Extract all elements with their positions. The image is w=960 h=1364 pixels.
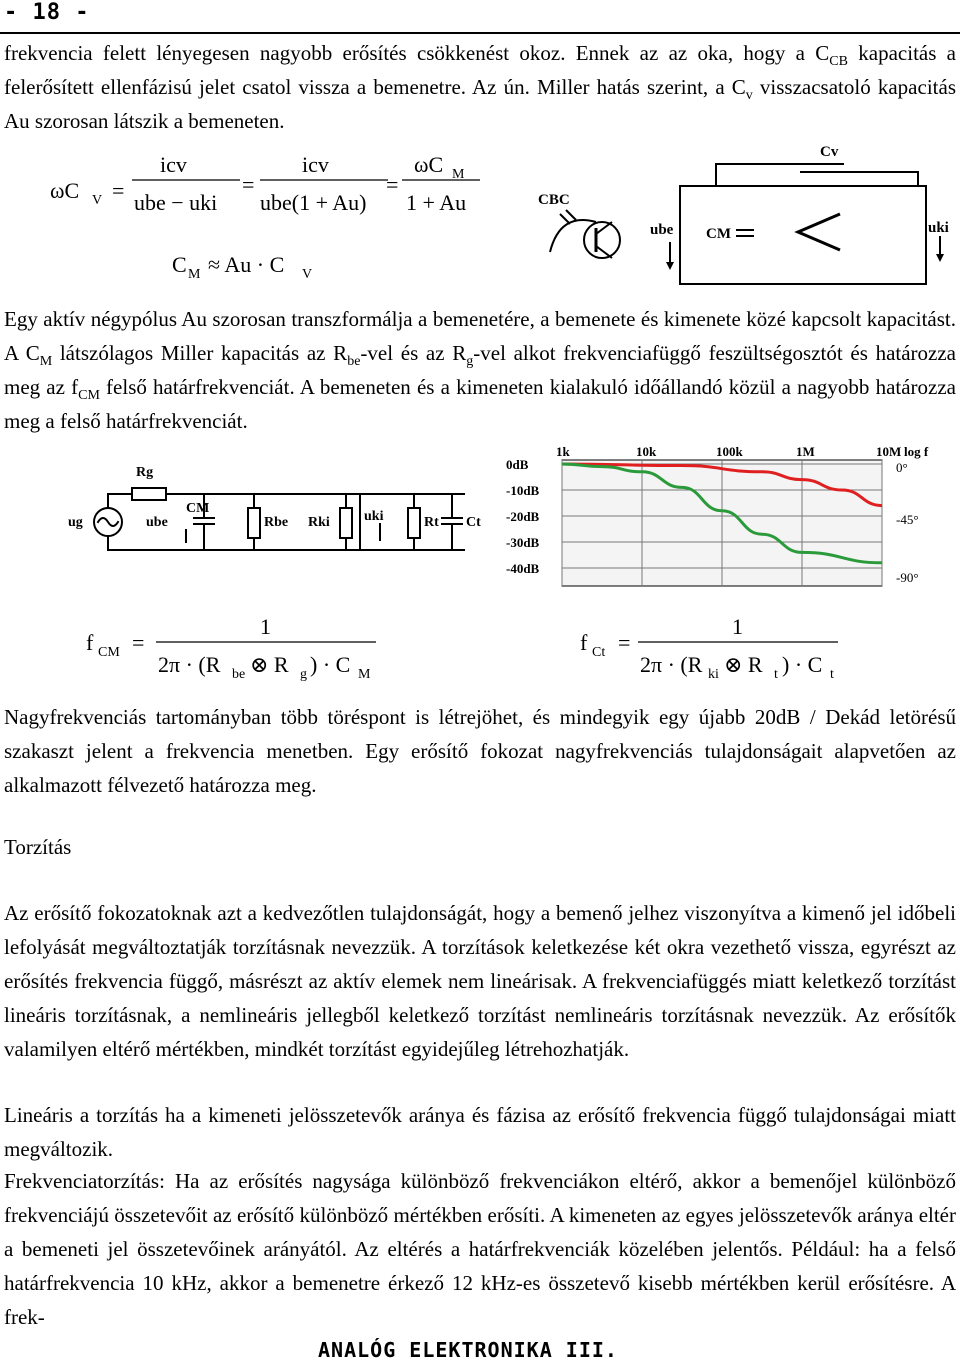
- paragraph-miller-intro: [4, 36, 956, 138]
- bode-y-tick-label: -40dB: [506, 561, 540, 576]
- generator-wave: [98, 518, 118, 526]
- p1-text-c: visszacsatoló kapacitás Au szorosan látszik a bemeneten.: [4, 75, 956, 133]
- bode-chart: [504, 442, 956, 590]
- eq2-f1-den-a: 2π · (R: [158, 652, 221, 677]
- eq2-f2-den-mid: ⊗ R: [724, 652, 763, 677]
- p2-sub-g: g: [466, 354, 474, 370]
- cbc-label: CBC: [538, 192, 570, 208]
- eq1-f1-den: ube − uki: [134, 190, 218, 215]
- eq2-f2-den-s1: ki: [708, 667, 719, 682]
- eq1-approx-left: C: [172, 252, 187, 277]
- miller-equation: [40, 140, 500, 290]
- p1-sub-v: v: [745, 88, 753, 104]
- eq1-approx-left-sub: M: [188, 267, 201, 282]
- paragraph-distortion-definition: Az erősítő fokozatoknak azt a kedvezőtlen tulajdonságát, hogy a bemenő jelhez viszonyítva a kimenő jel időbeli lefolyását megváltoztatják torzításnak nevezzük. A torzítások keletkezése két okra vezethető vissza, egyrészt az erősítés frekvencia függő, másrészt az aktív elemek nem lineárisak. A frekvenciafüggés miatt keletkező torzítást lineáris torzításnak, a nemlineáris jellegből keletkező torzítást nemlineáris torzításnak nevezzük. Az erősítők valamilyen eltérő mértékben, mindkét torzítást egyidejűleg létrehozhatják.: [4, 901, 956, 1061]
- cv-wire-left: [716, 164, 800, 186]
- cm-circuit-label: CM: [186, 501, 210, 516]
- eq2-f2-den-end: ) · C: [782, 652, 823, 677]
- p1-text-b: kapacitás a felerősített ellenfázisú jelet csatol vissza a bemenetre. Az ún. Miller hatás szerint, a C: [4, 41, 957, 99]
- p2-text-e: felső határfrekvenciát. A bemeneten és a kimeneten kialakuló időállandó közül a nagyobb határozza meg a felső határfrekvenciát.: [4, 375, 957, 433]
- rg-label: Rg: [136, 465, 154, 480]
- paragraph-frequency-distortion: Frekvenciatorzítás: Ha az erősítés nagysága különböző frekvenciákon eltérő, akkor a bemenőjel különböző frekvenciájú összetevőit az erősítő különböző mértékben erősíti. A kimeneten az egyes jelösszetevők aránya eltér a bemeneti jel összetevőinek arányától. Az eltérés a határfrekvenciák közelében jelentős. Például: ha a felső határfrekvencia 10 kHz, akkor a bemenetre érkező 12 kHz-es összetevő kisebb mértékben kerül erősítésre. A frek-: [4, 1169, 956, 1329]
- bode-x-tick-label: 1k: [556, 444, 570, 459]
- eq1-lhs: ωC: [50, 178, 80, 203]
- paragraph-miller-capacitance: [4, 302, 956, 438]
- eq1-f3-num: ωC: [414, 152, 444, 177]
- p1-sub-cb: CB: [829, 54, 848, 70]
- cv-wire-right: [844, 172, 918, 186]
- rg-resistor: [132, 488, 166, 500]
- uki-circuit-label: uki: [364, 509, 384, 524]
- eq2-f2-lhs-sub: Ct: [592, 645, 606, 660]
- section-heading-torzitas: Torzítás: [4, 835, 72, 859]
- p2-text-c: -vel és az R: [360, 341, 467, 365]
- eq1-f3-num-sub: M: [452, 167, 465, 182]
- p1-text-a: frekvencia felett lényegesen nagyobb erősítés csökkenést okoz. Ennek az az oka, hogy a C: [4, 41, 830, 65]
- eq2-f2-num: 1: [732, 614, 743, 639]
- eq2-f2-lhs: f: [580, 630, 588, 655]
- eq2-f1-num: 1: [260, 614, 271, 639]
- p2-sub-be: be: [347, 354, 361, 370]
- eq2-f1-den-s2: g: [300, 667, 307, 682]
- paragraph-breakpoints: Nagyfrekvenciás tartományban több töréspont is létrejöhet, és mindegyik egy újabb 20dB / Dekád letörésű szakaszt jelent a frekvencia menetben. Egy erősítő fokozat nagyfrekvenciás tulajdonságait alapvetően az alkalmazott félvezető határozza meg.: [4, 705, 956, 797]
- eq2-f2-den-a: 2π · (R: [640, 652, 703, 677]
- miller-figure: [530, 142, 958, 292]
- eq2-f2-den-s2: t: [774, 667, 778, 682]
- bode-y-tick-label: -30dB: [506, 535, 540, 550]
- p2-sub-m: M: [39, 354, 53, 370]
- eq2-f1-lhs-sub: CM: [98, 645, 120, 660]
- eq2-f1-lhs: f: [86, 630, 94, 655]
- ube-arrowhead: [666, 262, 674, 270]
- amplifier-symbol: [798, 214, 840, 250]
- header-rule: [0, 32, 960, 34]
- paragraph-linear-distortion: Lineáris a torzítás ha a kimeneti jelösszetevők aránya és fázisa az erősítő frekvencia függő tulajdonságai miatt megváltozik.: [4, 1103, 956, 1161]
- bode-x-tick-label: 100k: [716, 444, 743, 459]
- eq1-lhs-sub: V: [92, 193, 103, 208]
- rbe-label: Rbe: [264, 515, 289, 530]
- eq1-approx-right: ≈ Au · C: [208, 252, 285, 277]
- cutoff-frequency-equations: [86, 606, 936, 688]
- transistor-circle: [584, 222, 620, 258]
- p2-text-b: látszólagos Miller kapacitás az R: [52, 341, 348, 365]
- uki-label: uki: [928, 220, 949, 236]
- bode-y-tick-label: -10dB: [506, 483, 540, 498]
- ube-label: ube: [650, 222, 674, 238]
- eq2-f1-equals: =: [132, 630, 145, 655]
- eq1-f3-den: 1 + Au: [406, 190, 467, 215]
- eq1-equals-2: =: [242, 172, 255, 197]
- cbc-feedback-path: [550, 220, 596, 252]
- cbc-plate-1: [560, 214, 570, 224]
- rki-resistor: [340, 508, 352, 538]
- cv-label: Cv: [820, 144, 839, 160]
- transistor-collector: [596, 222, 612, 234]
- cbc-plate-2: [566, 210, 576, 220]
- rt-resistor: [408, 508, 420, 538]
- eq1-equals-1: =: [112, 178, 125, 203]
- bode-y-tick-label: -20dB: [506, 509, 540, 524]
- eq2-f1-den-mid: ⊗ R: [250, 652, 289, 677]
- ug-label: ug: [68, 515, 83, 530]
- bode-phase-label: -90°: [896, 570, 919, 585]
- eq1-f1-num: icv: [160, 152, 187, 177]
- eq1-equals-3: =: [386, 172, 399, 197]
- rt-label: Rt: [424, 515, 439, 530]
- equivalent-circuit: [64, 460, 504, 570]
- eq2-f1-den-end: ) · C: [310, 652, 351, 677]
- eq1-approx-right-sub: V: [302, 267, 313, 282]
- transistor-emitter: [596, 246, 612, 258]
- uki-arrowhead: [936, 254, 944, 262]
- ube-circuit-label: ube: [146, 515, 168, 530]
- p2-sub-cm: CM: [78, 388, 100, 404]
- page-footer: ANALÓG ELEKTRONIKA III.: [318, 1338, 618, 1362]
- eq2-f1-den-s3: M: [358, 667, 371, 682]
- p2-text-d: -vel alkot frekvenciafüggő feszültségosztót és határozza meg az f: [4, 341, 957, 399]
- bode-phase-label: -45°: [896, 512, 919, 527]
- page-number: - 18 -: [4, 0, 90, 25]
- bode-y-tick-label: 0dB: [506, 457, 529, 472]
- rbe-resistor: [248, 508, 260, 538]
- bode-x-tick-label: 10M: [876, 444, 902, 459]
- p2-text-a: Egy aktív négypólus Au szorosan transzformálja a bemenetére, a bemenete és kimenete közé kapcsolt kapacitást. A C: [4, 307, 956, 365]
- eq2-f2-den-s3: t: [830, 667, 834, 682]
- bode-x-tick-label: 1M: [796, 444, 815, 459]
- eq2-f2-equals: =: [618, 630, 631, 655]
- ct-label: Ct: [466, 515, 481, 530]
- bode-x-tick-label: 10k: [636, 444, 657, 459]
- cm-label: CM: [706, 226, 731, 242]
- bode-x-axis-title: log f: [904, 444, 929, 459]
- eq1-f2-num: icv: [302, 152, 329, 177]
- eq2-f1-den-s1: be: [232, 667, 246, 682]
- eq1-f2-den: ube(1 + Au): [260, 190, 367, 215]
- bode-phase-label: 0°: [896, 460, 908, 475]
- rki-label: Rki: [308, 515, 330, 530]
